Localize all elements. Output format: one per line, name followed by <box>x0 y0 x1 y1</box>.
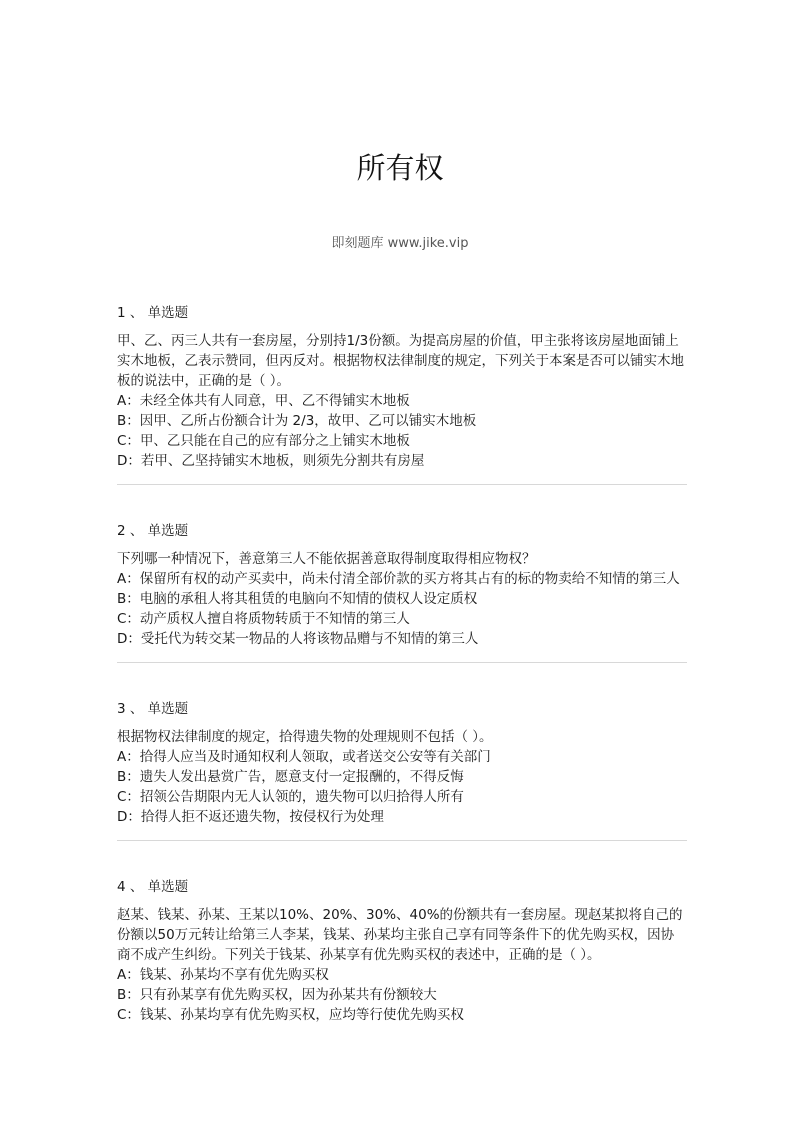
question-3 <box>117 699 687 827</box>
option-key: C： <box>117 611 140 627</box>
question-header: 3 、 单选题 <box>117 701 189 717</box>
option-key: B： <box>117 769 140 785</box>
option-c[interactable] <box>117 609 687 629</box>
question-divider <box>117 840 687 841</box>
question-stem: 赵某、钱某、孙某、王某以10%、20%、30%、40%的份额共有一套房屋。现赵某拟将自己的份额以50万元转让给第三人李某，钱某、孙某均主张自己享有同等条件下的优先购买权，因协商不成产生纠纷。下列关于钱某、孙某享有优先购买权的表述中，正确的是（ ）。 <box>117 907 683 963</box>
question-divider <box>117 484 687 485</box>
option-key: A： <box>117 967 140 983</box>
option-text: 拾得人应当及时通知权利人领取，或者送交公安等有关部门 <box>139 749 491 765</box>
option-key: A： <box>117 393 140 409</box>
option-text: 钱某、孙某均不享有优先购买权 <box>139 967 329 983</box>
option-text: 甲、乙只能在自己的应有部分之上铺实木地板 <box>139 433 410 449</box>
question-1 <box>117 303 687 471</box>
page-title: 所有权 <box>356 151 444 185</box>
option-d[interactable] <box>117 629 687 649</box>
question-4 <box>117 877 687 1025</box>
option-d[interactable] <box>117 807 687 827</box>
option-key: D： <box>117 809 141 825</box>
option-key: B： <box>117 987 140 1003</box>
option-c[interactable] <box>117 787 687 807</box>
option-b[interactable] <box>117 589 687 609</box>
question-list <box>117 303 687 1025</box>
option-key: C： <box>117 789 140 805</box>
option-key: B： <box>117 591 140 607</box>
question-2 <box>117 521 687 649</box>
option-key: A： <box>117 571 140 587</box>
option-d[interactable] <box>117 451 687 471</box>
option-b[interactable] <box>117 411 687 431</box>
option-key: B： <box>117 413 140 429</box>
question-header: 2 、 单选题 <box>117 523 189 539</box>
option-text: 受托代为转交某一物品的人将该物品赠与不知情的第三人 <box>140 631 479 647</box>
option-key: D： <box>117 631 141 647</box>
question-stem: 下列哪一种情况下，善意第三人不能依据善意取得制度取得相应物权？ <box>117 551 536 567</box>
option-text: 拾得人拒不返还遗失物，按侵权行为处理 <box>140 809 384 825</box>
question-header: 1 、 单选题 <box>117 305 189 321</box>
option-text: 电脑的承租人将其租赁的电脑向不知情的债权人设定质权 <box>139 591 478 607</box>
option-text: 未经全体共有人同意，甲、乙不得铺实木地板 <box>139 393 410 409</box>
option-key: C： <box>117 1007 140 1023</box>
option-c[interactable] <box>117 431 687 451</box>
question-stem: 根据物权法律制度的规定，拾得遗失物的处理规则不包括（ ）。 <box>117 729 493 745</box>
option-c[interactable] <box>117 1005 687 1025</box>
option-text: 因甲、乙所占份额合计为 2/3，故甲、乙可以铺实木地板 <box>139 413 477 429</box>
option-key: D： <box>117 453 141 469</box>
option-a[interactable] <box>117 391 687 411</box>
option-b[interactable] <box>117 985 687 1005</box>
option-text: 钱某、孙某均享有优先购买权，应均等行使优先购买权 <box>139 1007 464 1023</box>
option-text: 动产质权人擅自将质物转质于不知情的第三人 <box>139 611 410 627</box>
option-a[interactable] <box>117 965 687 985</box>
option-text: 招领公告期限内无人认领的，遗失物可以归拾得人所有 <box>139 789 464 805</box>
option-text: 只有孙某享有优先购买权，因为孙某共有份额较大 <box>139 987 437 1003</box>
option-b[interactable] <box>117 767 687 787</box>
option-key: A： <box>117 749 140 765</box>
question-divider <box>117 662 687 663</box>
option-text: 遗失人发出悬赏广告，愿意支付一定报酬的，不得反悔 <box>139 769 464 785</box>
question-stem: 甲、乙、丙三人共有一套房屋，分别持1/3份额。为提高房屋的价值，甲主张将该房屋地面铺上实木地板，乙表示赞同，但丙反对。根据物权法律制度的规定，下列关于本案是否可以铺实木地板的说法中，正确的是（ ）。 <box>117 333 684 389</box>
option-a[interactable] <box>117 569 687 589</box>
question-header: 4 、 单选题 <box>117 879 189 895</box>
option-text: 保留所有权的动产买卖中，尚未付清全部价款的买方将其占有的标的物卖给不知情的第三人 <box>139 571 680 587</box>
option-a[interactable] <box>117 747 687 767</box>
page-subtitle: 即刻题库 www.jike.vip <box>331 236 469 251</box>
option-key: C： <box>117 433 140 449</box>
option-text: 若甲、乙坚持铺实木地板，则须先分割共有房屋 <box>140 453 425 469</box>
